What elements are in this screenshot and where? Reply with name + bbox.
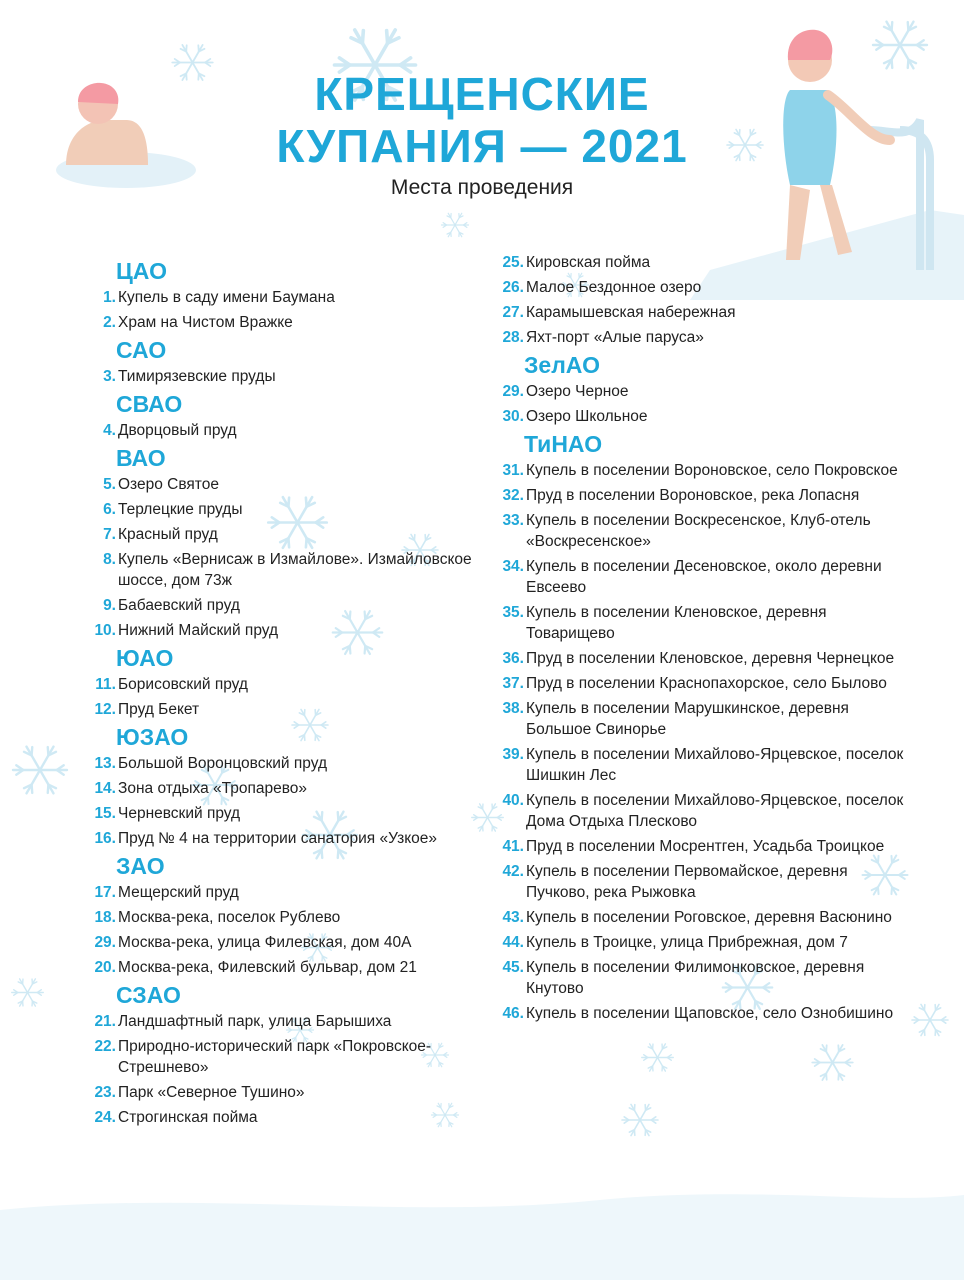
district-heading: ЦАО — [116, 258, 167, 284]
item-text: Пруд в поселении Мосрентген, Усадьба Троицкое — [526, 838, 885, 855]
item-number: 10. — [94, 622, 116, 639]
list-item — [490, 277, 910, 298]
item-text: Купель в поселении Филимонковское, деревня Кнутово — [526, 959, 865, 997]
item-text: Купель в поселении Десеновское, около деревни Евсеево — [526, 558, 882, 596]
item-number: 16. — [94, 830, 116, 847]
item-text: Купель в поселении Щаповское, село Ознобишино — [526, 1005, 894, 1022]
list-item — [490, 957, 910, 999]
item-number: 29. — [502, 383, 524, 400]
list-item — [490, 252, 910, 273]
item-text: Озеро Святое — [118, 476, 219, 493]
item-number: 6. — [103, 501, 116, 518]
item-text: Купель в саду имени Баумана — [118, 289, 335, 306]
item-number: 23. — [94, 1084, 116, 1101]
snowflake-icon — [910, 1000, 950, 1040]
list-item — [490, 932, 910, 953]
item-number: 32. — [502, 487, 524, 504]
list-item — [82, 828, 482, 849]
item-text: Купель в поселении Михайлово-Ярцевское, поселок Дома Отдыха Плесково — [526, 792, 904, 830]
item-number: 33. — [502, 512, 524, 529]
item-number: 36. — [502, 650, 524, 667]
list-item — [82, 1082, 482, 1103]
item-text: Кировская пойма — [526, 254, 651, 271]
item-number: 28. — [502, 329, 524, 346]
list-item — [490, 648, 910, 669]
list-item — [82, 1011, 482, 1032]
item-number: 41. — [502, 838, 524, 855]
item-text: Парк «Северное Тушино» — [118, 1084, 305, 1101]
list-item — [82, 778, 482, 799]
snow-ground — [0, 1150, 964, 1280]
snowflake-icon — [440, 210, 470, 240]
item-number: 45. — [502, 959, 524, 976]
right-column — [490, 252, 910, 1028]
item-number: 25. — [502, 254, 524, 271]
item-text: Пруд в поселении Кленовское, деревня Чернецкое — [526, 650, 895, 667]
item-number: 27. — [502, 304, 524, 321]
item-text: Озеро Школьное — [526, 408, 648, 425]
list-item — [82, 499, 482, 520]
list-item — [82, 595, 482, 616]
item-text: Купель в поселении Первомайское, деревня Пучково, река Рыжовка — [526, 863, 848, 901]
item-text: Строгинская пойма — [118, 1109, 258, 1126]
snowflake-icon — [810, 1040, 855, 1085]
list-item — [82, 957, 482, 978]
list-item — [82, 753, 482, 774]
item-number: 44. — [502, 934, 524, 951]
item-number: 39. — [502, 746, 524, 763]
list-item — [490, 460, 910, 481]
item-number: 29. — [94, 934, 116, 951]
item-text: Ландшафтный парк, улица Барышиха — [118, 1013, 392, 1030]
item-text: Пруд № 4 на территории санатория «Узкое» — [118, 830, 438, 847]
item-number: 11. — [95, 676, 116, 693]
item-number: 42. — [502, 863, 524, 880]
item-text: Москва-река, Филевский бульвар, дом 21 — [118, 959, 417, 976]
item-text: Купель «Вернисаж в Измайлове». Измайловское шоссе, дом 73ж — [118, 551, 472, 589]
district-heading: ЮЗАО — [116, 724, 189, 750]
list-item — [490, 1003, 910, 1024]
item-text: Купель в поселении Марушкинское, деревня Большое Свинорье — [526, 700, 849, 738]
list-item — [82, 287, 482, 308]
item-number: 9. — [103, 597, 116, 614]
item-number: 40. — [502, 792, 524, 809]
item-text: Купель в поселении Воскресенское, Клуб-отель «Воскресенское» — [526, 512, 871, 550]
title-line-1: КРЕЩЕНСКИЕ — [314, 68, 650, 120]
item-text: Борисовский пруд — [118, 676, 248, 693]
page-subtitle: Места проведения — [390, 176, 574, 199]
list-item — [82, 312, 482, 333]
title-line-2: КУПАНИЯ — 2021 — [276, 120, 688, 172]
item-text: Терлецкие пруды — [118, 501, 243, 518]
item-text: Купель в поселении Вороновское, село Покровское — [526, 462, 898, 479]
item-text: Пруд Бекет — [118, 701, 200, 718]
item-text: Пруд в поселении Краснопахорское, село Былово — [526, 675, 887, 692]
item-number: 30. — [502, 408, 524, 425]
item-number: 22. — [94, 1038, 116, 1055]
list-item — [82, 524, 482, 545]
item-text: Пруд в поселении Вороновское, река Лопасня — [526, 487, 860, 504]
item-text: Купель в поселении Михайлово-Ярцевское, поселок Шишкин Лес — [526, 746, 904, 784]
district-heading: ТиНАО — [524, 431, 603, 457]
list-item — [490, 836, 910, 857]
item-number: 37. — [502, 675, 524, 692]
item-number: 43. — [502, 909, 524, 926]
list-item — [490, 302, 910, 323]
item-text: Природно-исторический парк «Покровское-Стрешнево» — [118, 1038, 432, 1076]
item-number: 13. — [94, 755, 116, 772]
item-text: Храм на Чистом Вражке — [118, 314, 293, 331]
item-text: Большой Воронцовский пруд — [118, 755, 328, 772]
item-number: 14. — [94, 780, 116, 797]
list-item — [490, 381, 910, 402]
item-number: 1. — [103, 289, 116, 306]
list-item — [490, 556, 910, 598]
left-column — [82, 254, 482, 1132]
list-item — [82, 932, 482, 953]
item-number: 21. — [94, 1013, 116, 1030]
item-number: 31. — [502, 462, 524, 479]
district-heading: ЮАО — [116, 645, 174, 671]
list-item — [490, 485, 910, 506]
item-number: 7. — [103, 526, 116, 543]
page-title — [0, 68, 964, 172]
item-text: Красный пруд — [118, 526, 218, 543]
item-number: 15. — [94, 805, 116, 822]
item-number: 2. — [103, 314, 116, 331]
list-item — [490, 744, 910, 786]
item-number: 20. — [94, 959, 116, 976]
item-number: 5. — [103, 476, 116, 493]
list-item — [490, 510, 910, 552]
item-text: Мещерский пруд — [118, 884, 239, 901]
item-number: 3. — [103, 368, 116, 385]
list-item — [82, 1036, 482, 1078]
item-text: Малое Бездонное озеро — [526, 279, 702, 296]
list-item — [82, 366, 482, 387]
snowflake-icon — [10, 975, 45, 1010]
district-heading: ЗАО — [116, 853, 165, 879]
item-text: Купель в Троицке, улица Прибрежная, дом 7 — [526, 934, 848, 951]
item-number: 12. — [94, 701, 116, 718]
item-number: 38. — [502, 700, 524, 717]
item-number: 26. — [502, 279, 524, 296]
item-text: Черневский пруд — [118, 805, 241, 822]
list-item — [82, 549, 482, 591]
list-item — [82, 907, 482, 928]
item-text: Купель в поселении Кленовское, деревня Товарищево — [526, 604, 827, 642]
item-text: Озеро Черное — [526, 383, 629, 400]
item-text: Москва-река, улица Филевская, дом 40А — [118, 934, 412, 951]
list-item — [490, 406, 910, 427]
district-heading: ЗелАО — [524, 352, 601, 378]
list-item — [82, 674, 482, 695]
item-text: Дворцовый пруд — [118, 422, 237, 439]
list-item — [82, 882, 482, 903]
item-number: 46. — [502, 1005, 524, 1022]
list-item — [82, 803, 482, 824]
list-item — [490, 602, 910, 644]
district-heading: СВАО — [116, 391, 183, 417]
item-text: Зона отдыха «Тропарево» — [118, 780, 308, 797]
list-item — [490, 673, 910, 694]
list-item — [490, 790, 910, 832]
item-number: 4. — [103, 422, 116, 439]
item-number: 24. — [94, 1109, 116, 1126]
snowflake-icon — [620, 1100, 660, 1140]
district-heading: САО — [116, 337, 167, 363]
list-item — [490, 327, 910, 348]
item-text: Карамышевская набережная — [526, 304, 736, 321]
snowflake-icon — [10, 740, 70, 800]
list-item — [82, 1107, 482, 1128]
item-number: 18. — [94, 909, 116, 926]
list-item — [490, 698, 910, 740]
item-text: Тимирязевские пруды — [118, 368, 276, 385]
list-item — [82, 420, 482, 441]
item-text: Москва-река, поселок Рублево — [118, 909, 341, 926]
item-text: Купель в поселении Роговское, деревня Васюнино — [526, 909, 892, 926]
district-heading: СЗАО — [116, 982, 181, 1008]
list-item — [82, 620, 482, 641]
list-item — [490, 907, 910, 928]
item-number: 8. — [103, 551, 116, 568]
snowflake-icon — [640, 1040, 675, 1075]
item-text: Яхт-порт «Алые паруса» — [526, 329, 704, 346]
list-item — [490, 861, 910, 903]
item-number: 34. — [502, 558, 524, 575]
list-item — [82, 474, 482, 495]
item-text: Нижний Майский пруд — [118, 622, 279, 639]
item-number: 17. — [94, 884, 116, 901]
item-text: Бабаевский пруд — [118, 597, 240, 614]
list-item — [82, 699, 482, 720]
item-number: 35. — [502, 604, 524, 621]
district-heading: ВАО — [116, 445, 166, 471]
